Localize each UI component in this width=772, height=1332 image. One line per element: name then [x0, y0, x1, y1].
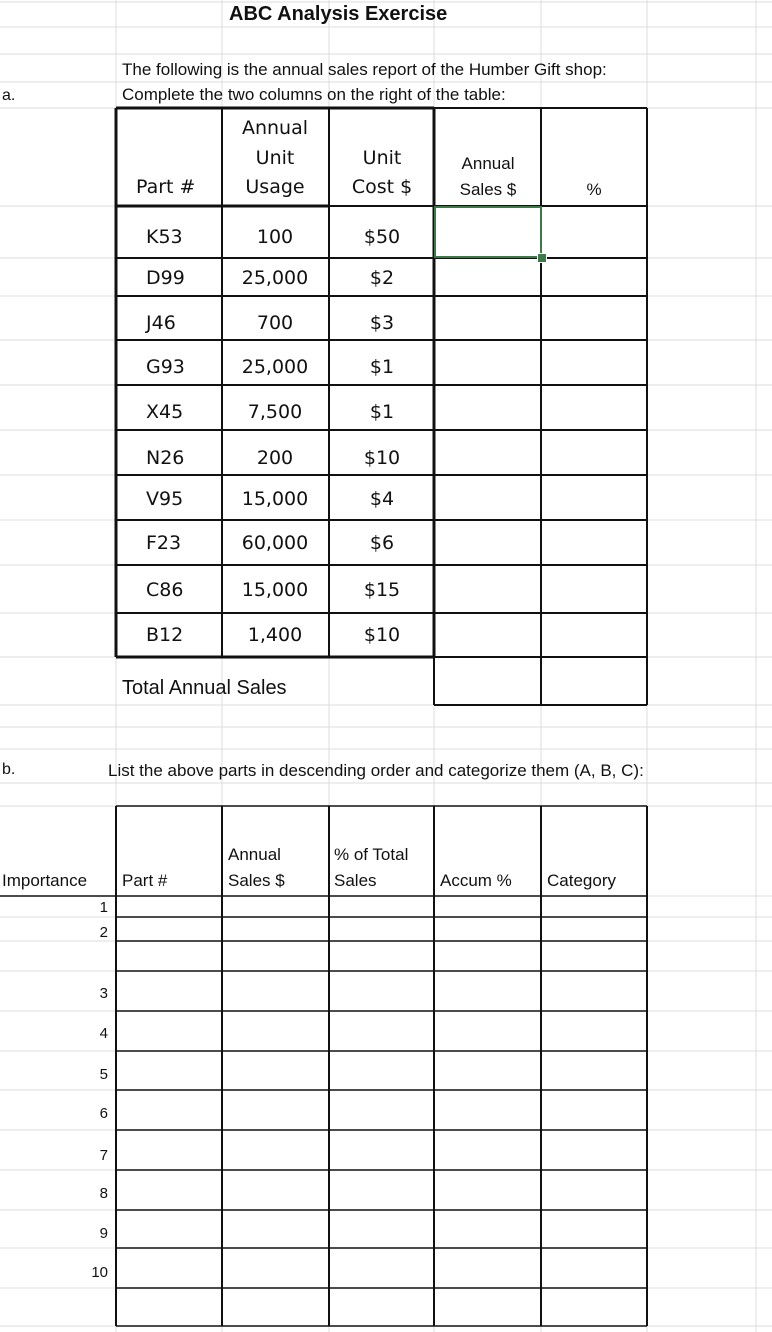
section-b-label: b.	[2, 761, 16, 778]
header-cost-line2: Cost $	[351, 176, 413, 198]
importance-rank-cell: 2	[99, 924, 108, 941]
annual-unit-usage-cell: 15,000	[241, 579, 309, 601]
header-b-category: Category	[547, 871, 616, 890]
annual-unit-usage-cell: 25,000	[241, 356, 309, 378]
importance-rank-cell: 1	[99, 899, 108, 916]
header-b-sales-line2: Sales $	[228, 871, 285, 890]
annual-unit-usage-cell: 200	[256, 447, 294, 469]
importance-rank-cell: 8	[99, 1185, 108, 1202]
unit-cost-cell: $1	[369, 401, 395, 423]
unit-cost-cell: $15	[363, 579, 401, 601]
fill-handle[interactable]	[537, 253, 547, 263]
section-b-instruction: List the above parts in descending order and categorize them (A, B, C):	[108, 761, 644, 780]
annual-unit-usage-cell: 700	[256, 312, 294, 334]
importance-rank-cell: 5	[99, 1066, 108, 1083]
unit-cost-cell: $1	[369, 356, 395, 378]
total-annual-sales-label: Total Annual Sales	[122, 677, 287, 699]
importance-rank-cell: 6	[99, 1105, 108, 1122]
header-b-part: Part #	[122, 871, 168, 890]
unit-cost-cell: $6	[369, 532, 395, 554]
annual-unit-usage-cell: 7,500	[247, 401, 303, 423]
part-number-cell: F23	[146, 532, 182, 554]
header-usage-line1: Annual	[241, 117, 309, 139]
unit-cost-cell: $10	[363, 447, 401, 469]
part-number-cell: K53	[146, 226, 183, 248]
unit-cost-cell: $3	[369, 312, 395, 334]
unit-cost-cell: $10	[363, 624, 401, 646]
part-number-cell: B12	[146, 624, 184, 646]
selected-cell[interactable]	[434, 206, 542, 258]
annual-unit-usage-cell: 60,000	[241, 532, 309, 554]
part-number-cell: X45	[146, 401, 184, 423]
sheet-title: ABC Analysis Exercise	[229, 3, 448, 25]
part-number-cell: C86	[146, 579, 184, 601]
importance-rank-cell: 9	[99, 1225, 108, 1242]
part-number-cell: D99	[146, 267, 185, 289]
header-annual-sales-line2: Sales $	[459, 180, 517, 199]
header-b-accum: Accum %	[440, 871, 512, 890]
unit-cost-cell: $2	[369, 267, 395, 289]
annual-unit-usage-cell: 15,000	[241, 488, 309, 510]
header-usage-line3: Usage	[245, 176, 305, 198]
header-percent: %	[586, 180, 602, 199]
importance-rank-cell: 7	[99, 1147, 108, 1164]
part-number-cell: N26	[146, 447, 185, 469]
header-importance: Importance	[2, 871, 88, 890]
header-usage-line2: Unit	[255, 147, 295, 169]
importance-rank-cell: 10	[91, 1264, 108, 1281]
part-number-cell: J46	[146, 312, 176, 334]
header-b-pct-line2: Sales	[334, 871, 377, 890]
importance-rank-cell: 4	[99, 1025, 108, 1042]
importance-rank-cell: 3	[99, 985, 108, 1002]
annual-unit-usage-cell: 25,000	[241, 267, 309, 289]
section-a-label: a.	[2, 87, 16, 104]
unit-cost-cell: $4	[369, 488, 395, 510]
header-cost-line1: Unit	[362, 147, 402, 169]
intro-line-1: The following is the annual sales report of the Humber Gift shop:	[122, 60, 607, 79]
header-b-sales-line1: Annual	[228, 845, 281, 864]
header-b-pct-line1: % of Total	[334, 845, 409, 864]
annual-unit-usage-cell: 1,400	[247, 624, 303, 646]
header-annual-sales-line1: Annual	[461, 154, 515, 173]
intro-line-2: Complete the two columns on the right of the table:	[122, 85, 506, 104]
part-number-cell: V95	[146, 488, 184, 510]
unit-cost-cell: $50	[363, 226, 401, 248]
part-number-cell: G93	[146, 356, 185, 378]
annual-unit-usage-cell: 100	[256, 226, 294, 248]
header-part: Part #	[136, 176, 196, 198]
